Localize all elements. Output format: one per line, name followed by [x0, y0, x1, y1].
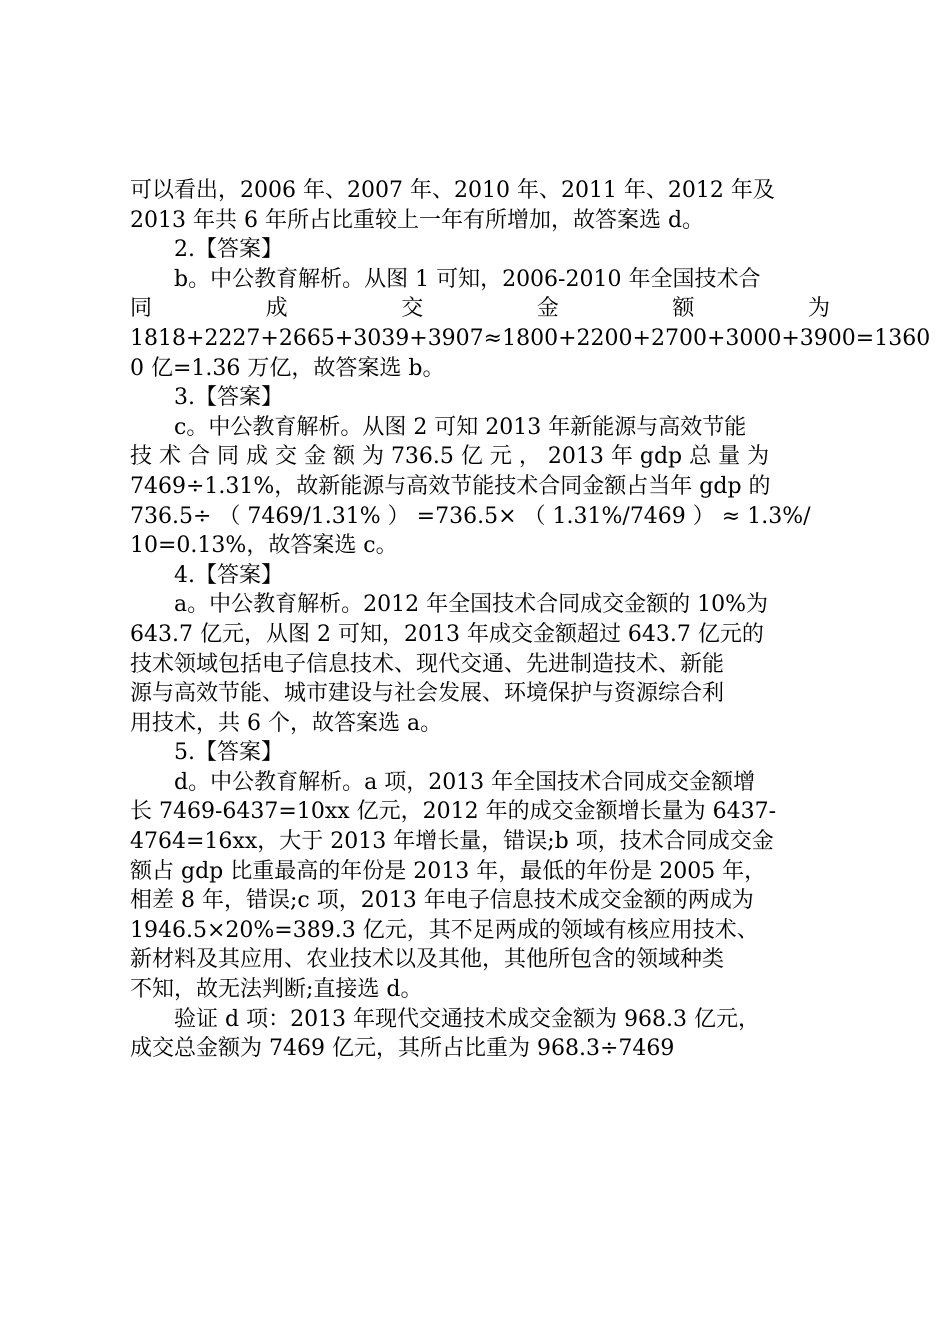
text-line: 源与高效节能、城市建设与社会发展、环境保护与资源综合利	[130, 681, 725, 707]
text-line: 4764=16xx，大于 2013 年增长量，错误;b 项，技术合同成交金	[130, 829, 774, 855]
text-line: 相差 8 年，错误;c 项，2013 年电子信息技术成交金额的两成为	[130, 888, 754, 914]
answer-heading-4: 4.【答案】	[174, 562, 283, 588]
text-line: 1946.5×20%=389.3 亿元，其不足两成的领域有核应用技术、	[130, 917, 759, 943]
text-line: a。中公教育解析。2012 年全国技术合同成交金额的 10%为	[174, 592, 768, 618]
answer-heading-5: 5.【答案】	[174, 740, 283, 766]
spread-line	[130, 294, 830, 324]
text-line: 可以看出，2006 年、2007 年、2010 年、2011 年、2012 年及	[130, 178, 775, 203]
text-line: 2013 年共 6 年所占比重较上一年有所增加，故答案选 d。	[130, 207, 705, 233]
spread-char: 交	[401, 296, 424, 322]
text-line: 成交总金额为 7469 亿元，其所占比重为 968.3÷7469	[130, 1036, 675, 1062]
text-line: 长 7469-6437=10xx 亿元，2012 年的成交金额增长量为 6437-	[130, 799, 777, 825]
text-line: 技 术 合 同 成 交 金 额 为 736.5 亿 元 ， 2013 年 gdp 总 量 为	[130, 444, 770, 470]
text-line: 7469÷1.31%，故新能源与高效节能技术合同金额占当年 gdp 的	[130, 473, 771, 499]
text-line: 技术领域包括电子信息技术、现代交通、先进制造技术、新能	[130, 651, 725, 677]
text-line: c。中公教育解析。从图 2 可知 2013 年新能源与高效节能	[174, 414, 747, 440]
text-line: 额占 gdp 比重最高的年份是 2013 年，最低的年份是 2005 年，	[130, 858, 767, 884]
spread-char: 同	[130, 296, 153, 322]
answer-heading-2: 2.【答案】	[174, 237, 283, 263]
text-line: b。中公教育解析。从图 1 可知，2006-2010 年全国技术合	[174, 266, 761, 292]
text-line: 不知，故无法判断;直接选 d。	[130, 977, 423, 1003]
spread-char: 成	[265, 296, 288, 322]
text-line: 新材料及其应用、农业技术以及其他，其他所包含的领域种类	[130, 947, 725, 973]
spread-char: 金	[536, 296, 559, 322]
spread-char: 额	[672, 296, 695, 322]
text-line: 10=0.13%，故答案选 c。	[130, 533, 398, 559]
text-line: 1818+2227+2665+3039+3907≈1800+2200+2700+3000+3900=1360	[130, 325, 931, 351]
text-line: 643.7 亿元，从图 2 可知，2013 年成交金额超过 643.7 亿元的	[130, 621, 764, 647]
text-line: 验证 d 项：2013 年现代交通技术成交金额为 968.3 亿元，	[174, 1006, 761, 1032]
answer-heading-3: 3.【答案】	[174, 385, 283, 411]
text-line: d。中公教育解析。a 项，2013 年全国技术合同成交金额增	[174, 769, 756, 795]
document-body	[130, 176, 931, 1064]
text-line: 用技术，共 6 个，故答案选 a。	[130, 710, 443, 736]
text-line: 0 亿=1.36 万亿，故答案选 b。	[130, 355, 445, 381]
text-line: 736.5÷ （ 7469/1.31% ） =736.5× （ 1.31%/7469 ） ≈ 1.3%/	[130, 503, 811, 529]
spread-char: 为	[807, 296, 830, 322]
